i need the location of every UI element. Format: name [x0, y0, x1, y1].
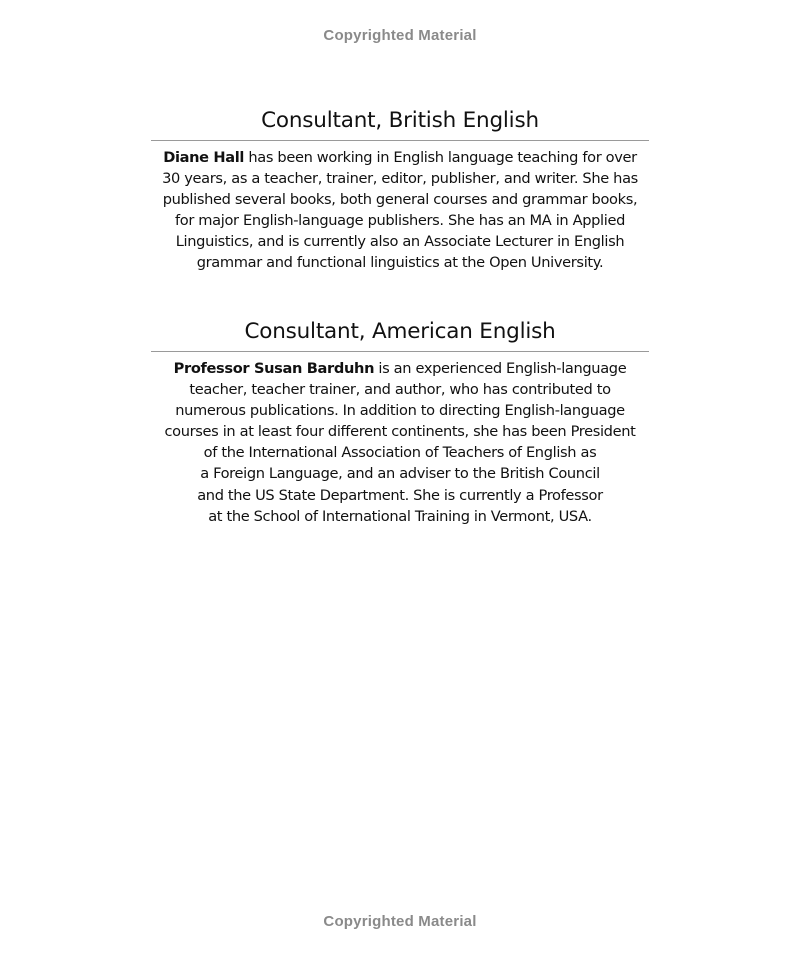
bio-line: numerous publications. In addition to directing English-language	[175, 402, 625, 420]
section-title: Consultant, American English	[244, 319, 556, 344]
bio-line: Professor Susan Barduhn is an experienced English-language	[173, 360, 627, 377]
british-english-consultant-section	[151, 106, 649, 274]
copyright-watermark-top: Copyrighted Material	[323, 27, 477, 44]
bio-line: Diane Hall has been working in English language teaching for over	[163, 149, 637, 166]
bio-line: courses in at least four different continents, she has been President	[164, 423, 636, 441]
section-divider	[151, 351, 649, 352]
consultant-bio	[151, 358, 649, 527]
bio-line: a Foreign Language, and an adviser to the British Council	[200, 465, 600, 483]
copyright-watermark-bottom: Copyrighted Material	[323, 913, 477, 930]
bio-line: for major English-language publishers. She has an MA in Applied	[175, 212, 625, 230]
section-divider	[151, 140, 649, 141]
section-title: Consultant, British English	[261, 108, 539, 133]
bio-line: 30 years, as a teacher, trainer, editor, publisher, and writer. She has	[162, 170, 638, 188]
bio-line: and the US State Department. She is currently a Professor	[197, 486, 603, 504]
bio-line: at the School of International Training in Vermont, USA.	[208, 507, 592, 525]
consultant-name: Professor Susan Barduhn	[173, 360, 375, 377]
consultant-name: Diane Hall	[163, 149, 245, 166]
bio-line: grammar and functional linguistics at the Open University.	[196, 254, 604, 272]
american-english-consultant-section	[151, 317, 649, 527]
bio-line: teacher, teacher trainer, and author, who has contributed to	[189, 381, 611, 399]
bio-line: Linguistics, and is currently also an Associate Lecturer in English	[175, 233, 625, 251]
bio-line: published several books, both general courses and grammar books,	[162, 191, 638, 209]
bio-line: of the International Association of Teachers of English as	[203, 444, 597, 462]
consultant-bio	[151, 147, 649, 274]
